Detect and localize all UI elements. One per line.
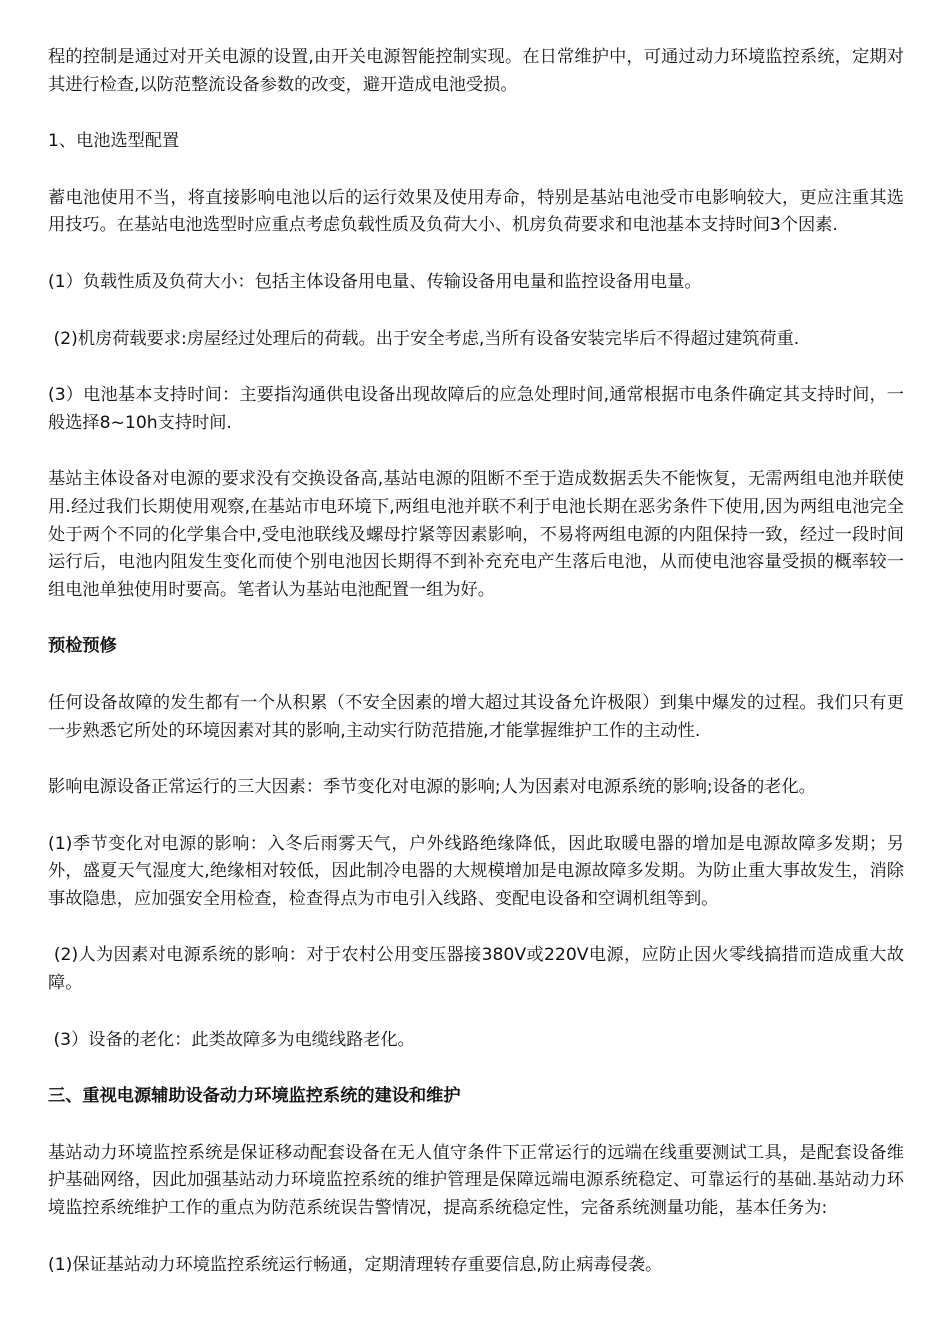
paragraph-charging-control: 程的控制是通过对开关电源的设置,由开关电源智能控制实现。在日常维护中，可通过动力环境监控系统，定期对其进行检查,以防范整流设备参数的改变，避开造成电池受损。: [48, 47, 904, 95]
paragraph-aging-factor: (3）设备的老化：此类故障多为电缆线路老化。: [48, 1029, 415, 1050]
paragraph-fault-accumulation: 任何设备故障的发生都有一个从积累（不安全因素的增大超过其设备允许极限）到集中爆发的过程。我们只有更一步熟悉它所处的环境因素对其的影响,主动实行防范措施,才能掌握维护工作的主动性.: [48, 692, 904, 741]
paragraph-human-factor: (2)人为因素对电源系统的影响：对于农村公用变压器接380V或220V电源，应防止因火零线搞措而造成重大故障。: [48, 945, 904, 994]
paragraph-three-factors: 影响电源设备正常运行的三大因素：季节变化对电源的影响;人为因素对电源系统的影响;设备的老化。: [48, 777, 816, 798]
paragraph-load-nature: (1）负载性质及负荷大小：包括主体设备用电量、传输设备用电量和监控设备用电量。: [48, 271, 702, 292]
heading-precheck: 预检预修: [48, 636, 117, 657]
heading-section-three: 三、重视电源辅助设备动力环境监控系统的建设和维护: [48, 1086, 461, 1107]
paragraph-season-factor: (1)季节变化对电源的影响：入冬后雨雾天气，户外线路绝缘降低，因此取暖电器的增加是电源故障多发期；另外，盛夏天气湿度大,绝缘相对较低，因此制冷电器的大规模增加是电源故障多发期。为防止重大事故发生，消除事故隐患，应加强安全用检查，检查得点为市电引入线路、变配电设备和空调机组等到。: [48, 833, 904, 909]
paragraph-battery-config: 基站主体设备对电源的要求没有交换设备高,基站电源的阻断不至于造成数据丢失不能恢复，无需两组电池并联使用.经过我们长期使用观察,在基站市电环境下,两组电池并联不利于电池长期在恶劣条件下使用,因为两组电池完全处于两个不同的化学集合中,受电池联线及螺母拧紧等因素影响，不易将两组电源的内阻保持一致，经过一段时间运行后，电池内阻发生变化而使个别电池因长期得不到补充充电产生落后电池，从而使电池容量受损的概率较一组电池单独使用时要高。笔者认为基站电池配置一组为好。: [48, 469, 904, 600]
paragraph-battery-usage: 蓄电池使用不当，将直接影响电池以后的运行效果及使用寿命，特别是基站电池受市电影响较大，更应注重其选用技巧。在基站电池选型时应重点考虑负载性质及负荷大小、机房负荷要求和电池基本支持时间3个因素.: [48, 187, 904, 236]
document-page: [48, 44, 904, 1308]
paragraph-room-load: (2)机房荷载要求:房屋经过处理后的荷载。出于安全考虑,当所有设备安装完毕后不得超过建筑荷重.: [48, 328, 800, 349]
paragraph-task-one: (1)保证基站动力环境监控系统运行畅通，定期清理转存重要信息,防止病毒侵袭。: [48, 1254, 663, 1275]
paragraph-monitoring-system: 基站动力环境监控系统是保证移动配套设备在无人值守条件下正常运行的远端在线重要测试工具，是配套设备维护基础网络，因此加强基站动力环境监控系统的维护管理是保障远端电源系统稳定、可靠运行的基础.基站动力环境监控系统维护工作的重点为防范系统误告警情况，提高系统稳定性，完备系统测量功能，基本任务为:: [48, 1142, 904, 1219]
heading-battery-selection: 1、电池选型配置: [48, 131, 180, 152]
paragraph-support-time: (3）电池基本支持时间：主要指沟通供电设备出现故障后的应急处理时间,通常根据市电条件确定其支持时间，一般选择8~10h支持时间.: [48, 385, 904, 433]
